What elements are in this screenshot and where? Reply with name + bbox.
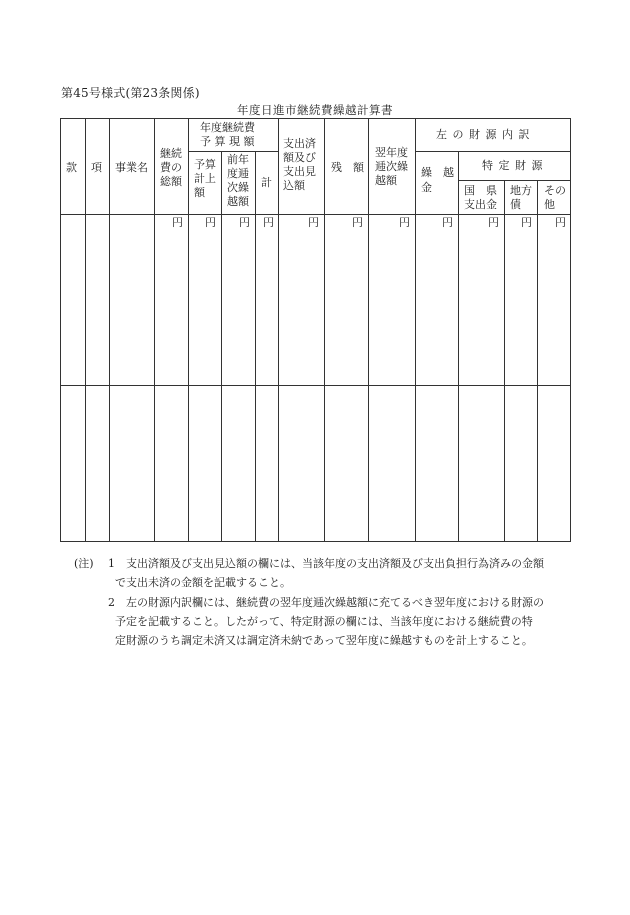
unit-yokunen: 円 [399, 216, 410, 229]
unit-shishutsu: 円 [308, 216, 319, 229]
unit-kei: 円 [263, 216, 274, 229]
unit-zennen: 円 [239, 216, 250, 229]
header-zennen-4: 越額 [227, 195, 249, 208]
header-zennen-3: 次繰 [227, 181, 249, 194]
header-total-1: 継続 [160, 147, 182, 160]
notes-prefix: (注) [74, 557, 94, 570]
carryover-table [60, 118, 571, 542]
note-2-line-2: 予定を記載すること。したがって、特定財源の欄には、当該年度における継続費の特 [115, 615, 533, 628]
note-2-line-3: 定財源のうち調定未済又は調定済未納であって翌年度に繰越すものを計上すること。 [115, 634, 533, 647]
unit-kurikoshi: 円 [442, 216, 453, 229]
header-shishutsu-2: 額及び [283, 151, 316, 164]
header-zennen-2: 度逓 [227, 167, 249, 180]
note-1-line-2: で支出未済の金額を記載すること。 [115, 576, 291, 589]
header-kurikoshi-1: 繰 越 [421, 166, 454, 179]
note-2-line-1: 左の財源内訳欄には、継続費の翌年度逓次繰越額に充てるべき翌年度における財源の [126, 596, 544, 609]
header-total-3: 総額 [160, 175, 182, 188]
note-2-number: 2 [108, 596, 115, 609]
header-kurikoshi-2: 金 [421, 181, 432, 194]
table-grid-lines [60, 118, 571, 542]
header-kokuken-2: 支出金 [464, 198, 497, 211]
header-shishutsu-4: 込額 [283, 179, 305, 192]
form-number: 第45号様式(第23条関係) [61, 86, 200, 100]
header-chihousai-1: 地方 [510, 184, 532, 197]
header-kei: 計 [261, 176, 272, 189]
header-zaigen-group: 左 の 財 源 内 訳 [436, 128, 531, 141]
header-yokunen-1: 翌年度 [375, 146, 408, 159]
note-1-line-1: 支出済額及び支出見込額の欄には、当該年度の支出済額及び支出負担行為済みの金額 [126, 557, 544, 570]
header-shishutsu-1: 支出済 [283, 137, 316, 150]
header-chihousai-2: 債 [510, 198, 521, 211]
unit-zangaku: 円 [352, 216, 363, 229]
header-zangaku: 残 額 [331, 161, 364, 174]
header-budget-group-1: 年度継続費 [200, 121, 255, 134]
header-sonota-1: その [544, 184, 566, 197]
header-yosan-1: 予算 [194, 158, 216, 171]
header-kou: 項 [91, 161, 102, 174]
header-kan: 款 [66, 161, 77, 174]
header-sonota-2: 他 [544, 198, 555, 211]
header-kokuken-1: 国 県 [464, 184, 497, 197]
header-yosan-3: 額 [194, 186, 205, 199]
note-1-number: 1 [108, 557, 115, 570]
unit-kokuken: 円 [488, 216, 499, 229]
header-total-2: 費の [160, 161, 182, 174]
header-zennen-1: 前年 [227, 153, 249, 166]
header-shishutsu-3: 支出見 [283, 165, 316, 178]
unit-yosan: 円 [205, 216, 216, 229]
unit-chihousai: 円 [521, 216, 532, 229]
header-tokutei-group: 特 定 財 源 [482, 159, 544, 172]
header-yokunen-2: 逓次繰 [375, 160, 408, 173]
unit-total: 円 [172, 216, 183, 229]
header-jigyou: 事業名 [115, 161, 148, 174]
document-title: 年度日進市継続費繰越計算書 [237, 103, 393, 117]
header-yosan-2: 計上 [194, 172, 216, 185]
header-budget-group-2: 予 算 現 額 [200, 135, 255, 148]
header-yokunen-3: 越額 [375, 174, 397, 187]
unit-sonota: 円 [555, 216, 566, 229]
